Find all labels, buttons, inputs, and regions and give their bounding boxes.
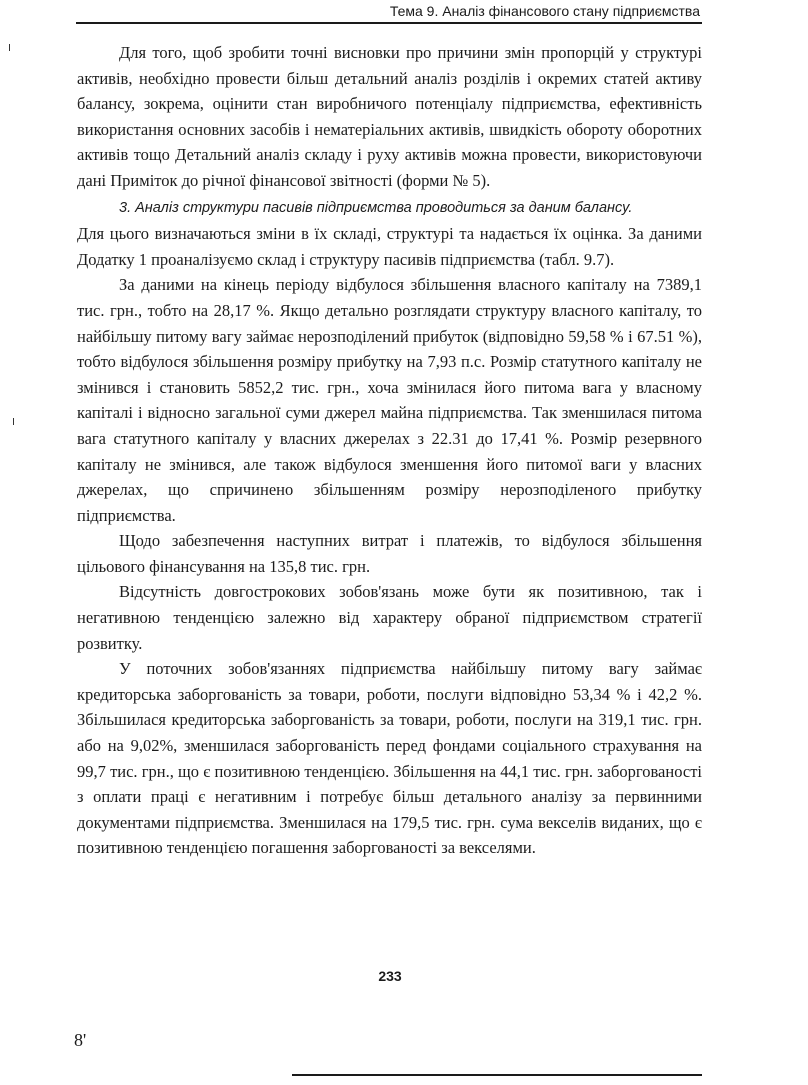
paragraph-liabilities-intro: Для цього визначаються зміни в їх складі, структурі та надається їх оцінка. За даними Додатку 1 проаналізуємо склад і структуру пасивів підприємства (табл. 9.7).: [77, 224, 702, 269]
page-number: 233: [378, 968, 402, 984]
body-text: [77, 40, 702, 861]
paragraph-assets-detail: Для того, щоб зробити точні висновки про причини змін пропорцій у структурі активів, необхідно провести більш детальний аналіз розділів і окремих статей активу балансу, зокрема, оцінити стан виробничого потенціалу підприємства, ефективність використання основних засобів і нематеріальних активів, швидкість обороту оборотних активів тощо Детальний аналіз складу і руху активів можна провести, використовуючи дані Приміток до річної фінансової звітності (форми № 5).: [77, 43, 702, 190]
margin-mark: [9, 44, 10, 51]
paragraph-current-liabilities: У поточних зобов'язаннях підприємства найбільшу питому вагу займає кредиторська заборгованість за товари, роботи, послуги відповідно 53,34 % і 42,2 %. Збільшилася кредиторська заборгованість за товари, роботи, послуги на 319,1 тис. грн. або на 9,02%, зменшилася заборгованість перед фондами соціального страхування на 99,7 тис. грн., що є позитивною тенденцією. Збільшення на 44,1 тис. грн. заборгованості з оплати праці є негативним і потребує більш детального аналізу за первинними документами підприємства. Зменшилася на 179,5 тис. грн. сума векселів виданих, що є позитивною тенденцією погашення заборгованості за векселями.: [77, 659, 702, 858]
running-header: Тема 9. Аналіз фінансового стану підприємства: [389, 3, 700, 19]
section-lead: 3. Аналіз структури пасивів підприємства проводиться за даним балансу.: [119, 199, 633, 216]
corner-mark: 8': [74, 1030, 87, 1050]
paragraph-equity: За даними на кінець періоду відбулося збільшення власного капіталу на 7389,1 тис. грн., тобто на 28,17 %. Якщо детально розглядати структуру власного капіталу, то найбільшу питому вагу займає нерозподілений прибуток (відповідно 59,58 % і 67.51 %), тобто відбулося збільшення розміру прибутку на 7,93 п.с. Розмір статутного капіталу не змінився і становить 5852,2 тис. грн., хоча змінилася його питома вага у власному капіталі і відносно загальної суми джерел майна підприємства. Так зменшилася питома вага статутного капіталу у власних джерелах з 22.31 до 17,41 %. Розмір резервного капіталу не змінився, але також відбулося зменшення його питомої ваги у власних джерелах, що спричинено збільшенням розміру нерозподіленого прибутку підприємства.: [77, 275, 702, 525]
paragraph-liabilities-structure: [77, 194, 702, 222]
header-rule: [76, 22, 702, 24]
footer-rule: [292, 1074, 702, 1076]
paragraph-long-term-liabilities: Відсутність довгострокових зобов'язань може бути як позитивною, так і негативною тенденцією залежно від характеру обраної підприємством стратегії розвитку.: [77, 582, 702, 653]
paragraph-provisions: Щодо забезпечення наступних витрат і платежів, то відбулося збільшення цільового фінансування на 135,8 тис. грн.: [77, 531, 702, 576]
margin-mark: [13, 418, 14, 425]
